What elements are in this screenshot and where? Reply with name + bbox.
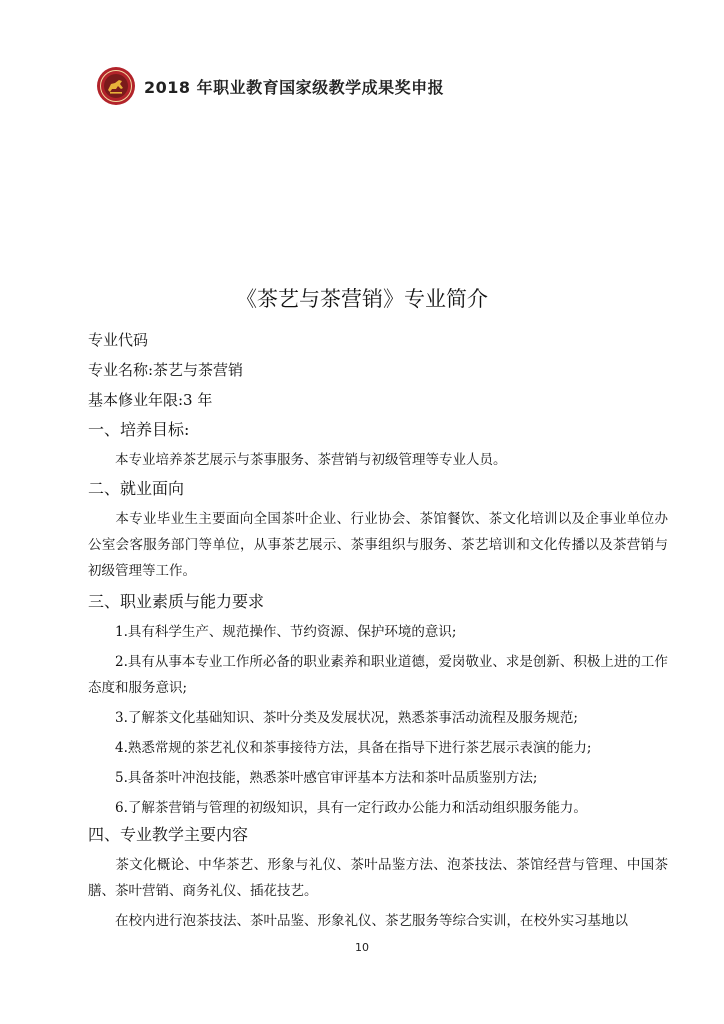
ability-item: 4.熟悉常规的茶艺礼仪和茶事接待方法，具备在指导下进行茶艺展示表演的能力; <box>115 740 592 756</box>
document-title: 《茶艺与茶营销》专业简介 <box>236 287 488 311</box>
section-heading-abilities: 三、职业素质与能力要求 <box>88 592 265 611</box>
ability-item: 5.具备茶叶冲泡技能，熟悉茶叶感官审评基本方法和茶叶品质鉴别方法; <box>115 770 538 786</box>
school-seal-horse-icon <box>96 66 136 106</box>
ability-item: 1.具有科学生产、规范操作、节约资源、保护环境的意识; <box>115 624 457 640</box>
ability-item: 6.了解茶营销与管理的初级知识，具有一定行政办公能力和活动组织服务能力。 <box>115 800 587 816</box>
section-heading-employment: 二、就业面向 <box>88 479 185 498</box>
section-heading-content: 四、专业教学主要内容 <box>88 825 249 844</box>
field-code: 专业代码 <box>88 331 149 349</box>
content-paragraph: 茶文化概论、中华茶艺、形象与礼仪、茶叶品鉴方法、泡茶技法、茶馆经营与管理、中国茶膳、茶叶营销、商务礼仪、插花技艺。 <box>88 857 668 899</box>
content-paragraph: 在校内进行泡茶技法、茶叶品鉴、形象礼仪、茶艺服务等综合实训，在校外实习基地以 <box>115 913 628 929</box>
goal-paragraph: 本专业培养茶艺展示与茶事服务、茶营销与初级管理等专业人员。 <box>115 452 507 468</box>
header-title: 2018 年职业教育国家级教学成果奖申报 <box>144 77 445 97</box>
section-heading-goal: 一、培养目标: <box>88 420 190 439</box>
page-header <box>96 64 444 108</box>
page-number: 10 <box>355 941 369 954</box>
field-years: 基本修业年限:3 年 <box>88 391 213 409</box>
ability-item: 3.了解茶文化基础知识、茶叶分类及发展状况，熟悉茶事活动流程及服务规范; <box>115 710 578 726</box>
field-name: 专业名称:茶艺与茶营销 <box>88 361 244 379</box>
employment-paragraph: 本专业毕业生主要面向全国茶叶企业、行业协会、茶馆餐饮、茶文化培训以及企事业单位办公室会客服务部门等单位，从事茶艺展示、茶事组织与服务、茶艺培训和文化传播以及茶营销与初级管理等工作。 <box>88 511 668 579</box>
ability-item: 2.具有从事本专业工作所必备的职业素养和职业道德，爱岗敬业、求是创新、积极上进的工作态度和服务意识; <box>88 654 668 696</box>
